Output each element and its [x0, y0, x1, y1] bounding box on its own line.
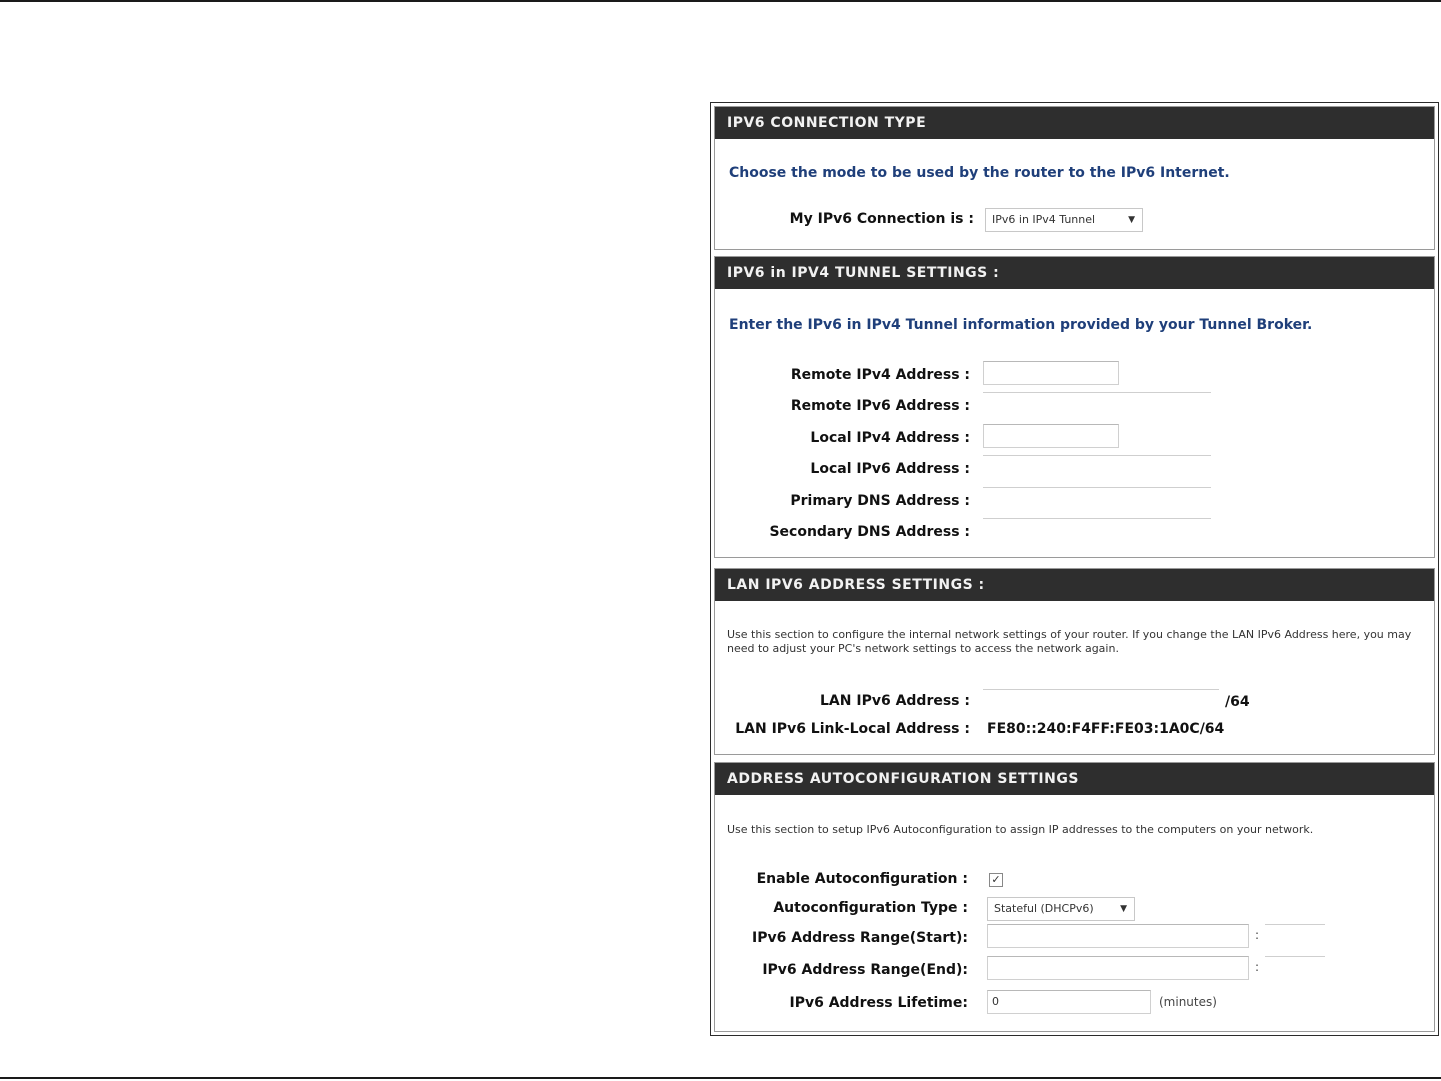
local-ipv4-input[interactable] [983, 424, 1119, 448]
lan-ipv6-section [714, 568, 1435, 755]
remote-ipv4-label: Remote IPv4 Address : [790, 367, 970, 383]
range-start-separator: : [1255, 928, 1260, 942]
primary-dns-label: Primary DNS Address : [790, 493, 970, 509]
lan-intro: Use this section to configure the internal network settings of your router. If you change the LAN IPv6 Address here, you may need to adjust your PC's network settings to access the network again. [727, 628, 1412, 655]
section-header-connection-type: IPV6 CONNECTION TYPE [715, 107, 1434, 139]
lifetime-unit: (minutes) [1159, 995, 1217, 1009]
remote-ipv6-label: Remote IPv6 Address : [790, 398, 970, 414]
autoconfig-section [714, 762, 1435, 1032]
range-end-suffix-input[interactable] [1265, 956, 1325, 957]
connection-type-intro: Choose the mode to be used by the router to the IPv6 Internet. [729, 165, 1230, 181]
autoconfig-type-label: Autoconfiguration Type : [773, 900, 968, 916]
enable-autoconfig-checkbox[interactable]: ✓ [989, 873, 1003, 887]
autoconfig-intro: Use this section to setup IPv6 Autoconfiguration to assign IP addresses to the computers on your network. [727, 823, 1314, 836]
connection-type-selected: IPv6 in IPv4 Tunnel [992, 213, 1096, 226]
autoconfig-type-selected: Stateful (DHCPv6) [994, 902, 1094, 915]
connection-type-label: My IPv6 Connection is : [789, 211, 974, 227]
ipv6-settings-panel [710, 102, 1439, 1036]
local-ipv4-label: Local IPv4 Address : [810, 430, 970, 446]
range-end-input[interactable] [987, 956, 1249, 980]
local-ipv6-input[interactable] [983, 455, 1211, 456]
connection-type-select[interactable] [985, 208, 1143, 232]
range-end-separator: : [1255, 960, 1260, 974]
lan-address-label: LAN IPv6 Address : [820, 693, 970, 709]
range-start-label: IPv6 Address Range(Start): [752, 930, 968, 946]
enable-autoconfig-label: Enable Autoconfiguration : [756, 871, 968, 887]
lifetime-input[interactable]: 0 [987, 990, 1151, 1014]
range-end-label: IPv6 Address Range(End): [762, 962, 968, 978]
remote-ipv4-input[interactable] [983, 361, 1119, 385]
connection-type-section [714, 106, 1435, 250]
local-ipv6-label: Local IPv6 Address : [810, 461, 970, 477]
chevron-down-icon: ▼ [1128, 215, 1135, 225]
range-start-suffix-input[interactable] [1265, 924, 1325, 925]
primary-dns-input[interactable] [983, 487, 1211, 488]
lifetime-label: IPv6 Address Lifetime: [789, 995, 968, 1011]
link-local-value: FE80::240:F4FF:FE03:1A0C/64 [987, 721, 1225, 737]
secondary-dns-input[interactable] [983, 518, 1211, 519]
section-header-tunnel: IPV6 in IPV4 TUNNEL SETTINGS : [715, 257, 1434, 289]
tunnel-settings-section [714, 256, 1435, 558]
section-header-lan: LAN IPV6 ADDRESS SETTINGS : [715, 569, 1434, 601]
top-rule [0, 0, 1441, 2]
lan-address-input[interactable] [983, 689, 1219, 690]
remote-ipv6-input[interactable] [983, 392, 1211, 393]
secondary-dns-label: Secondary DNS Address : [769, 524, 970, 540]
link-local-label: LAN IPv6 Link-Local Address : [735, 721, 970, 737]
lan-prefix: /64 [1225, 694, 1250, 710]
bottom-rule [0, 1077, 1441, 1079]
section-header-autoconfig: ADDRESS AUTOCONFIGURATION SETTINGS [715, 763, 1434, 795]
autoconfig-type-select[interactable] [987, 897, 1135, 921]
tunnel-intro: Enter the IPv6 in IPv4 Tunnel information provided by your Tunnel Broker. [729, 317, 1313, 333]
range-start-input[interactable] [987, 924, 1249, 948]
chevron-down-icon: ▼ [1120, 904, 1127, 914]
